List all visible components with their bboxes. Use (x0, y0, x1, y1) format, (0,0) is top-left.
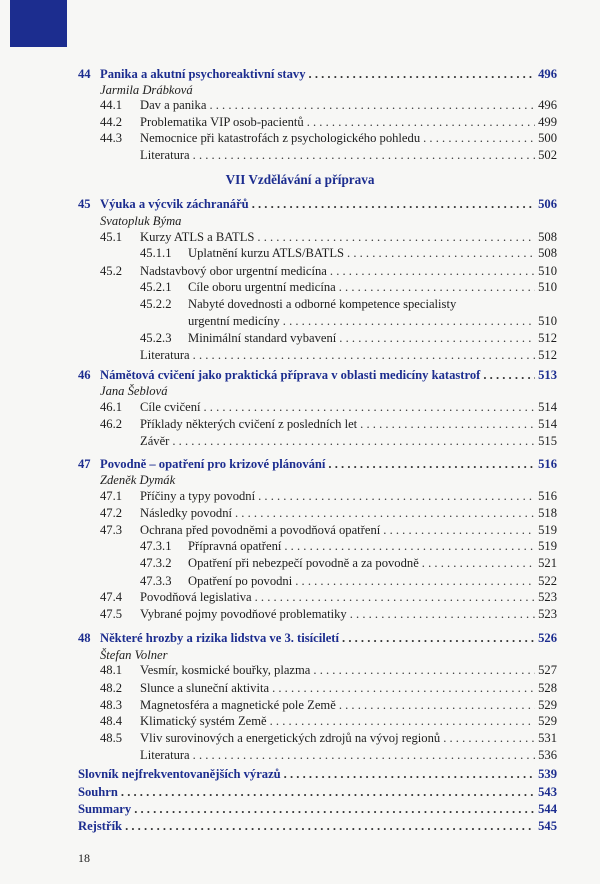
entry-page: 526 (538, 631, 557, 645)
entry-title: Literatura (140, 748, 190, 762)
entry-page: 514 (538, 400, 557, 414)
entry-number: 45.1.1 (140, 246, 172, 260)
entry-number: 45.2.1 (140, 280, 172, 294)
section-entry (100, 714, 557, 728)
section-entry (100, 748, 557, 762)
entry-page: 502 (538, 148, 557, 162)
entry-page: 529 (538, 714, 557, 728)
section-entry (100, 131, 557, 145)
leader-dots (284, 767, 535, 781)
entry-title: Magnetosféra a magnetické pole Země (140, 698, 336, 712)
entry-number: 48.2 (100, 681, 123, 695)
leader-dots (193, 148, 535, 162)
section-entry (100, 417, 557, 431)
entry-title: Rejstřík (78, 819, 123, 833)
back-matter-entry (78, 785, 557, 799)
leader-dots (347, 246, 535, 260)
entry-number: 44.1 (100, 98, 123, 112)
subsection-entry (140, 331, 557, 345)
entry-number: 46.1 (100, 400, 123, 414)
entry-page: 510 (538, 314, 557, 328)
entry-title: Závěr (140, 434, 170, 448)
entry-number: 46 (78, 368, 91, 382)
chapter-entry (78, 631, 557, 645)
entry-page: 536 (538, 748, 557, 762)
entry-page: 523 (538, 607, 557, 621)
entry-page: 519 (538, 539, 557, 553)
leader-dots (284, 539, 535, 553)
leader-dots (283, 314, 535, 328)
entry-number: 48 (78, 631, 91, 645)
subsection-entry (140, 297, 557, 311)
entry-title: Klimatický systém Země (140, 714, 267, 728)
entry-number: 47.3.2 (140, 556, 172, 570)
leader-dots (423, 131, 535, 145)
entry-number: 47.3 (100, 523, 123, 537)
entry-page: 499 (538, 115, 557, 129)
leader-dots (134, 802, 535, 816)
leader-dots (125, 819, 535, 833)
entry-page: 519 (538, 523, 557, 537)
entry-number: 48.5 (100, 731, 123, 745)
entry-page: 508 (538, 230, 557, 244)
subsection-entry (140, 280, 557, 294)
entry-number: 44.2 (100, 115, 123, 129)
entry-number: 45.2.3 (140, 331, 172, 345)
entry-number: 48.4 (100, 714, 123, 728)
leader-dots (193, 348, 535, 362)
chapter-entry (78, 368, 557, 382)
section-entry (100, 264, 557, 278)
leader-dots (309, 67, 536, 81)
entry-title: Povodňová legislativa (140, 590, 252, 604)
entry-title: Kurzy ATLS a BATLS (140, 230, 255, 244)
leader-dots (330, 264, 535, 278)
chapter-author: Zdeněk Dymák (100, 473, 176, 487)
entry-page: 545 (538, 819, 557, 833)
entry-page: 496 (538, 67, 557, 81)
entry-title: Námětová cvičení jako praktická příprava v oblasti medicíny katastrof (100, 368, 481, 382)
leader-dots (209, 98, 535, 112)
leader-dots (255, 590, 536, 604)
chapter-author: Jarmila Drábková (100, 83, 193, 97)
entry-title: Problematika VIP osob-pacientů (140, 115, 304, 129)
entry-page: 516 (538, 489, 557, 503)
entry-title: Vesmír, kosmické bouřky, plazma (140, 663, 311, 677)
section-entry (100, 148, 557, 162)
corner-color-block (10, 0, 67, 47)
part-heading: VII Vzdělávání a příprava (225, 172, 375, 187)
leader-dots (272, 681, 535, 695)
leader-dots (339, 331, 535, 345)
entry-page: 529 (538, 698, 557, 712)
entry-number: 45.2.2 (140, 297, 172, 311)
entry-title: Výuka a výcvik záchranářů (100, 197, 249, 211)
section-entry (100, 115, 557, 129)
leader-dots (483, 368, 535, 382)
entry-title: Literatura (140, 348, 190, 362)
entry-page: 528 (538, 681, 557, 695)
entry-number: 45 (78, 197, 91, 211)
entry-number: 48.3 (100, 698, 123, 712)
section-entry (100, 348, 557, 362)
entry-title: Některé hrozby a rizika lidstva ve 3. tisíciletí (100, 631, 340, 645)
entry-number: 47.3.1 (140, 539, 172, 553)
entry-title: Nabyté dovednosti a odborné kompetence specialisty (188, 297, 457, 311)
entry-page: 512 (538, 348, 557, 362)
leader-dots (270, 714, 536, 728)
entry-number: 45.2 (100, 264, 123, 278)
leader-dots (172, 434, 535, 448)
leader-dots (350, 607, 535, 621)
entry-page: 508 (538, 246, 557, 260)
chapter-author: Svatopluk Býma (100, 214, 182, 228)
entry-title: Opatření při nebezpečí povodně a za povodně (188, 556, 419, 570)
entry-title: Uplatnění kurzu ATLS/BATLS (188, 246, 345, 260)
section-entry (100, 434, 557, 448)
back-matter-entry (78, 819, 557, 833)
entry-page: 523 (538, 590, 557, 604)
entry-page: 515 (538, 434, 557, 448)
leader-dots (235, 506, 535, 520)
subsection-entry (140, 574, 557, 588)
entry-page: 544 (538, 802, 557, 816)
back-matter-entry (78, 802, 557, 816)
entry-page: 543 (538, 785, 557, 799)
section-entry (100, 98, 557, 112)
entry-title: Nadstavbový obor urgentní medicína (140, 264, 327, 278)
entry-title: Slovník nejfrekventovanějších výrazů (78, 767, 281, 781)
page-number: 18 (78, 851, 90, 865)
entry-title: Cíle oboru urgentní medicína (188, 280, 336, 294)
entry-number: 44.3 (100, 131, 123, 145)
entry-page: 500 (538, 131, 557, 145)
leader-dots (313, 663, 535, 677)
entry-number: 47 (78, 457, 91, 471)
chapter-entry (78, 457, 557, 471)
chapter-entry (78, 197, 557, 211)
leader-dots (383, 523, 535, 537)
entry-title: Panika a akutní psychoreaktivní stavy (100, 67, 306, 81)
chapter-author: Štefan Volner (100, 648, 168, 662)
entry-title: Nemocnice při katastrofách z psychologického pohledu (140, 131, 421, 145)
entry-number: 44 (78, 67, 91, 81)
chapter-entry (78, 67, 557, 81)
section-entry (100, 663, 557, 677)
entry-page: 518 (538, 506, 557, 520)
entry-title: Dav a panika (140, 98, 207, 112)
back-matter-entry (78, 767, 557, 781)
entry-page: 510 (538, 264, 557, 278)
leader-dots (339, 698, 535, 712)
entry-number: 45.1 (100, 230, 123, 244)
subsection-entry (140, 314, 557, 328)
entry-number: 47.1 (100, 489, 123, 503)
entry-number: 47.2 (100, 506, 123, 520)
leader-dots (328, 457, 535, 471)
entry-page: 521 (538, 556, 557, 570)
entry-page: 510 (538, 280, 557, 294)
leader-dots (252, 197, 535, 211)
section-entry (100, 400, 557, 414)
entry-page: 496 (538, 98, 557, 112)
entry-number: 46.2 (100, 417, 123, 431)
entry-title: Přípravná opatření (188, 539, 282, 553)
entry-number: 47.5 (100, 607, 123, 621)
leader-dots (295, 574, 535, 588)
entry-title: Následky povodní (140, 506, 232, 520)
leader-dots (193, 748, 535, 762)
entry-title: Souhrn (78, 785, 118, 799)
leader-dots (258, 489, 535, 503)
section-entry (100, 230, 557, 244)
entry-page: 516 (538, 457, 557, 471)
leader-dots (443, 731, 535, 745)
entry-number: 48.1 (100, 663, 123, 677)
entry-title: Vliv surovinových a energetických zdrojů na vývoj regionů (140, 731, 441, 745)
entry-title: Minimální standard vybavení (188, 331, 337, 345)
leader-dots (342, 631, 535, 645)
section-entry (100, 698, 557, 712)
entry-page: 522 (538, 574, 557, 588)
section-entry (100, 607, 557, 621)
entry-number: 47.3.3 (140, 574, 172, 588)
subsection-entry (140, 556, 557, 570)
entry-title: Summary (78, 802, 132, 816)
section-entry (100, 523, 557, 537)
entry-title: Literatura (140, 148, 190, 162)
leader-dots (339, 280, 535, 294)
entry-title: Slunce a sluneční aktivita (140, 681, 270, 695)
leader-dots (360, 417, 535, 431)
section-entry (100, 506, 557, 520)
entry-page: 539 (538, 767, 557, 781)
leader-dots (257, 230, 535, 244)
entry-number: 47.4 (100, 590, 123, 604)
entry-page: 514 (538, 417, 557, 431)
entry-title: Vybrané pojmy povodňové problematiky (140, 607, 347, 621)
entry-page: 527 (538, 663, 557, 677)
chapter-author: Jana Šeblová (100, 384, 168, 398)
subsection-entry (140, 246, 557, 260)
leader-dots (307, 115, 535, 129)
entry-page: 513 (538, 368, 557, 382)
section-entry (100, 489, 557, 503)
entry-title: Cíle cvičení (140, 400, 201, 414)
entry-title: Ochrana před povodněmi a povodňová opatření (140, 523, 381, 537)
entry-title: Povodně – opatření pro krizové plánování (100, 457, 326, 471)
entry-page: 506 (538, 197, 557, 211)
section-entry (100, 681, 557, 695)
subsection-entry (140, 539, 557, 553)
section-entry (100, 590, 557, 604)
section-entry (100, 731, 557, 745)
entry-title: urgentní medicíny (188, 314, 280, 328)
entry-title: Příklady některých cvičení z posledních let (140, 417, 358, 431)
entry-title: Příčiny a typy povodní (140, 489, 256, 503)
entry-page: 531 (538, 731, 557, 745)
leader-dots (204, 400, 536, 414)
leader-dots (121, 785, 535, 799)
entry-page: 512 (538, 331, 557, 345)
entry-title: Opatření po povodni (188, 574, 293, 588)
leader-dots (422, 556, 535, 570)
